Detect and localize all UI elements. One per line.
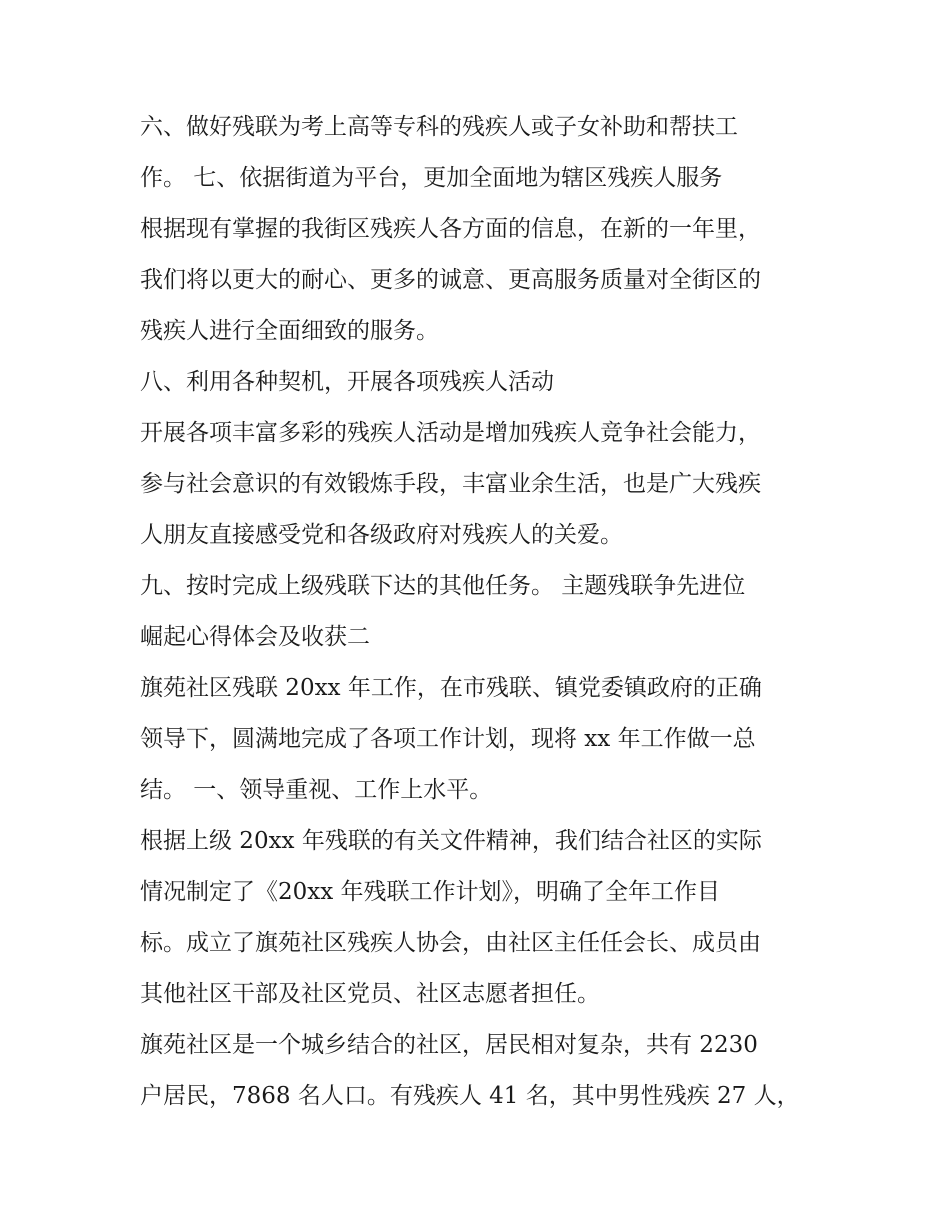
section-heading: 九、按时完成上级残联下达的其他任务。 主题残联争先进位: [140, 573, 746, 599]
text-line: 参与社会意识的有效锻炼手段，丰富业余生活，也是广大残疾: [140, 471, 761, 497]
section-heading: 八、利用各种契机，开展各项残疾人活动: [140, 369, 554, 395]
text-line: 开展各项丰富多彩的残疾人活动是增加残疾人竞争社会能力，: [140, 420, 761, 446]
text-line: 崛起心得体会及收获二: [140, 624, 370, 650]
text-line: 残疾人进行全面细致的服务。: [140, 318, 439, 344]
text-line: 作。 七、依据街道为平台，更加全面地为辖区残疾人服务: [140, 165, 723, 191]
body-text: [140, 102, 830, 1122]
text-line: 结。 一、领导重视、工作上水平。: [140, 777, 493, 803]
text-line: 人朋友直接感受党和各级政府对残疾人的关爱。: [140, 522, 623, 548]
text-line: 根据现有掌握的我街区残疾人各方面的信息，在新的一年里，: [140, 216, 761, 242]
text-line: 其他社区干部及社区党员、社区志愿者担任。: [140, 981, 600, 1007]
text-line: 旗苑社区是一个城乡结合的社区，居民相对复杂，共有 2230: [140, 1032, 758, 1058]
text-line: 领导下，圆满地完成了各项工作计划，现将 xx 年工作做一总: [140, 726, 756, 752]
text-line: 标。成立了旗苑社区残疾人协会，由社区主任任会长、成员由: [140, 930, 761, 956]
text-line: 六、做好残联为考上高等专科的残疾人或子女补助和帮扶工: [140, 114, 738, 140]
text-line: 情况制定了《20xx 年残联工作计划》，明确了全年工作目: [140, 879, 721, 905]
text-line: 我们将以更大的耐心、更多的诚意、更高服务质量对全街区的: [140, 267, 761, 293]
text-line: 旗苑社区残联 20xx 年工作，在市残联、镇党委镇政府的正确: [140, 675, 762, 701]
text-line: 根据上级 20xx 年残联的有关文件精神，我们结合社区的实际: [140, 828, 762, 854]
text-line: 户居民，7868 名人口。有残疾人 41 名，其中男性残疾 27 人，: [140, 1083, 800, 1109]
